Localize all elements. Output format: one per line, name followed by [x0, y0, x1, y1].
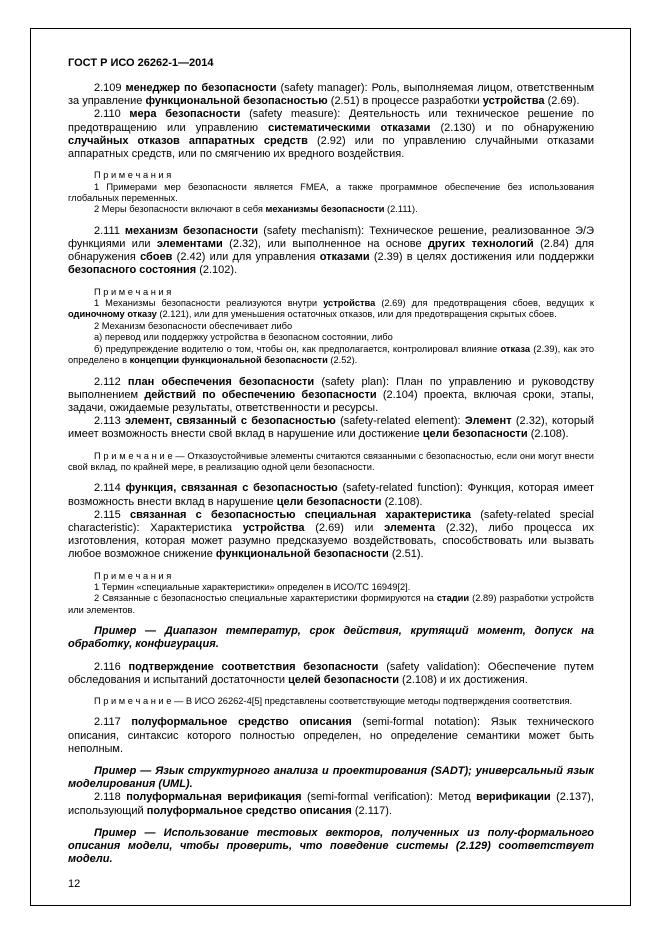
text-run: (2.84) для обнаружения: [68, 238, 594, 264]
note-paragraph: [68, 696, 594, 707]
text-run: (safety manager): Роль, выполняемая лицом, ответственным за управление: [68, 82, 595, 108]
text-run: 2 Механизм безопасности обеспечивает либо: [94, 320, 293, 331]
text-run: П р и м е ч а н и е — В ИСО 26262-4[5] представлены соответствующие методы подтверждения соответствия.: [94, 695, 573, 706]
term-definition-paragraph: [68, 225, 594, 278]
bold-term: отказа: [500, 343, 531, 354]
note-paragraph: [68, 321, 594, 332]
bold-term: функция, связанная с безопасностью: [125, 482, 338, 495]
bold-term: полуформальное средство описания: [146, 804, 352, 817]
text-run: Пример — Диапазон температур, срок действия, крутящий момент, допуск на обработку, конфигурация.: [68, 625, 594, 651]
text-run: 1 Механизмы безопасности реализуются внутри: [94, 298, 324, 309]
text-run: (2.108) и их достижения.: [399, 673, 528, 686]
text-run: (2.104) проекта, включая сроки, этапы, задачи, ожидаемые результаты, ответственности и ресурсы.: [68, 388, 594, 414]
example-paragraph: [68, 625, 594, 651]
text-run: Пример — Язык структурного анализа и проектирования (SADT); универсальный язык моделирования (UML).: [68, 765, 594, 791]
page-border-frame: [30, 28, 631, 906]
page-number: 12: [68, 878, 81, 891]
bold-term: механизмы безопасности: [265, 204, 385, 215]
notes-heading: [68, 170, 594, 181]
text-run: П р и м е ч а н и я: [94, 170, 172, 181]
notes-heading: [68, 287, 594, 298]
note-paragraph: [68, 344, 594, 367]
text-run: (2.92) или по управлению случайными отказами аппаратных средств, или по смягчению их вредного воздействия.: [68, 134, 594, 161]
term-definition-paragraph: [68, 415, 594, 441]
bold-term: цели безопасности: [422, 428, 528, 441]
text-run: (2.117).: [351, 804, 392, 817]
text-run: (semi-formal notation): Язык технического описания, синтаксис которого полностью определен, но определение семантики может быть неполным.: [68, 716, 594, 755]
term-definition-paragraph: [68, 82, 594, 108]
text-run: П р и м е ч а н и е — Отказоустойчивые элементы считаются связанными с безопасностью, если они могут внести свой вклад, по крайней мере, в реализацию одной цели безопасности.: [68, 450, 594, 472]
text-run: 2.111: [94, 224, 125, 237]
text-run: (2.102).: [196, 264, 238, 277]
bold-term: полуформальная верификация: [126, 791, 302, 804]
bold-term: связанная с безопасностью специальная характеристика: [129, 508, 471, 521]
note-paragraph: [68, 182, 594, 205]
note-paragraph: [68, 204, 594, 215]
document-title: ГОСТ Р ИСО 26262-1—2014: [68, 57, 214, 69]
bold-term: устройства: [242, 521, 305, 534]
term-definition-paragraph: [68, 661, 594, 687]
bold-term: элементами: [156, 238, 223, 251]
bold-term: одиночному отказу: [68, 309, 157, 320]
bold-term: целей безопасности: [288, 673, 399, 686]
text-run: (2.108).: [381, 495, 423, 508]
bold-term: действий по обеспечению безопасности: [144, 388, 377, 401]
term-definition-paragraph: [68, 509, 594, 562]
document-content: [68, 82, 594, 866]
bold-term: сбоев: [140, 251, 173, 264]
note-paragraph: [68, 451, 594, 474]
text-run: Пример — Использование тестовых векторов, полученных из полу-формального описания модели, чтобы проверить, что поведение системы (2.129) соответствует модели.: [68, 826, 594, 866]
text-run: (2.51) в процессе разработки: [327, 95, 483, 108]
text-run: (2.52).: [327, 355, 358, 366]
text-run: 2 Меры безопасности включают в себя: [94, 204, 266, 215]
text-run: (safety plan): План по управлению и руководству выполнением: [68, 375, 594, 401]
term-definition-paragraph: [68, 482, 594, 508]
text-run: (2.32), который имеет возможность внести свой вклад в нарушение или достижение: [68, 415, 594, 441]
bold-term: подтверждение соответствия безопасности: [128, 660, 379, 673]
text-run: (2.130) и по обнаружению: [430, 121, 594, 134]
text-run: П р и м е ч а н и я: [94, 286, 172, 297]
text-run: 2.117: [94, 716, 132, 729]
text-run: 1 Термин «специальные характеристики» определен в ИСО/ТС 16949[2].: [94, 581, 411, 592]
bold-term: безопасного состояния: [68, 264, 197, 277]
note-paragraph: [68, 332, 594, 343]
bold-term: механизм безопасности: [124, 224, 259, 237]
text-run: 1 Примерами мер безопасности является FMEA, а также программное обеспечение без использования глобальных переменных.: [68, 181, 594, 204]
note-paragraph: [68, 593, 594, 616]
bold-term: элемент, связанный с безопасностью: [125, 415, 336, 428]
bold-term: стадии: [436, 593, 470, 604]
term-definition-paragraph: [68, 791, 594, 817]
text-run: (2.32), либо процесса их изготовления, которая может разумно предсказуемо воздействовать, способствовать или вызвать любое возможное снижение: [68, 521, 594, 561]
text-run: 2.115: [94, 508, 130, 521]
text-run: 2.114: [94, 482, 126, 495]
term-definition-paragraph: [68, 716, 594, 756]
term-definition-paragraph: [68, 376, 594, 416]
bold-term: верификации: [476, 791, 551, 804]
text-run: (2.42) или для управления: [172, 251, 320, 264]
bold-term: концепции функциональной безопасности: [129, 355, 328, 366]
text-run: П р и м е ч а н и я: [94, 570, 172, 581]
term-definition-paragraph: [68, 108, 594, 161]
text-run: (2.137), использующий: [68, 791, 594, 817]
text-run: 2.116: [94, 660, 129, 673]
text-run: (safety measure): Деятельность или техническое решение по предотвращению или управлению: [68, 108, 594, 134]
text-run: (2.89) разработки устройств или элементов.: [68, 593, 594, 615]
bold-term: функциональной безопасности: [215, 548, 389, 561]
bold-term: план обеспечения безопасности: [127, 375, 315, 388]
bold-term: устройства: [482, 95, 545, 108]
bold-term: полуформальное средство описания: [131, 716, 352, 729]
text-run: 2.118: [94, 791, 127, 804]
bold-term: других технологий: [427, 238, 534, 251]
note-paragraph: [68, 298, 594, 321]
text-run: 2.113: [94, 415, 126, 428]
text-run: б) предупреждение водителю о том, чтобы он, как предполагается, контролировал влияние: [94, 343, 501, 354]
text-run: 2.110: [94, 108, 130, 121]
example-paragraph: [68, 765, 594, 791]
text-run: (semi-formal verification): Метод: [301, 791, 477, 804]
text-run: (2.51).: [388, 548, 424, 561]
text-run: (safety-related special characteristic): Характеристика: [68, 508, 594, 534]
notes-heading: [68, 571, 594, 582]
text-run: (safety-related function): Функция, которая имеет возможность внести вклад в нарушение: [68, 482, 594, 508]
bold-term: элемента: [384, 521, 436, 534]
bold-term: цели безопасности: [276, 495, 382, 508]
text-run: 2.112: [94, 375, 128, 388]
bold-term: отказами: [319, 251, 370, 264]
text-run: (2.69) для предотвращения сбоев, ведущих к: [375, 298, 594, 309]
text-run: (2.69) или: [304, 521, 385, 534]
bold-term: Элемент: [464, 415, 512, 428]
bold-term: функциональной безопасностью: [145, 95, 328, 108]
text-run: (safety validation): Обеспечение путем обследования и испытаний достаточности: [68, 660, 594, 686]
example-paragraph: [68, 827, 594, 867]
text-run: (safety-related element):: [335, 415, 465, 428]
text-run: (2.32), или выполненное на основе: [222, 238, 428, 251]
text-run: 2 Связанные с безопасностью специальные характеристики формируются на: [94, 593, 437, 604]
text-run: (2.69).: [544, 95, 580, 108]
bold-term: менеджер по безопасности: [125, 82, 277, 94]
text-run: (safety mechanism): Техническое решение, реализованное Э/Э функциями или: [68, 224, 594, 251]
text-run: (2.111).: [384, 204, 418, 215]
text-run: а) перевод или поддержку устройства в безопасном состоянии, либо: [94, 332, 393, 343]
page-header: [68, 57, 594, 70]
text-run: (2.121), или для уменьшения остаточных отказов, или для предотвращения скрытых сбоев.: [156, 309, 557, 320]
note-paragraph: [68, 582, 594, 593]
bold-term: систематическими отказами: [268, 121, 431, 134]
text-run: (2.39) в целях достижения или поддержки: [369, 251, 594, 264]
text-run: (2.108).: [527, 428, 569, 441]
bold-term: устройства: [323, 298, 376, 309]
bold-term: мера безопасности: [129, 108, 241, 121]
text-run: 2.109: [94, 82, 126, 94]
bold-term: случайных отказов аппаратных средств: [68, 134, 308, 147]
text-run: (2.39), как это определено в: [68, 343, 594, 366]
